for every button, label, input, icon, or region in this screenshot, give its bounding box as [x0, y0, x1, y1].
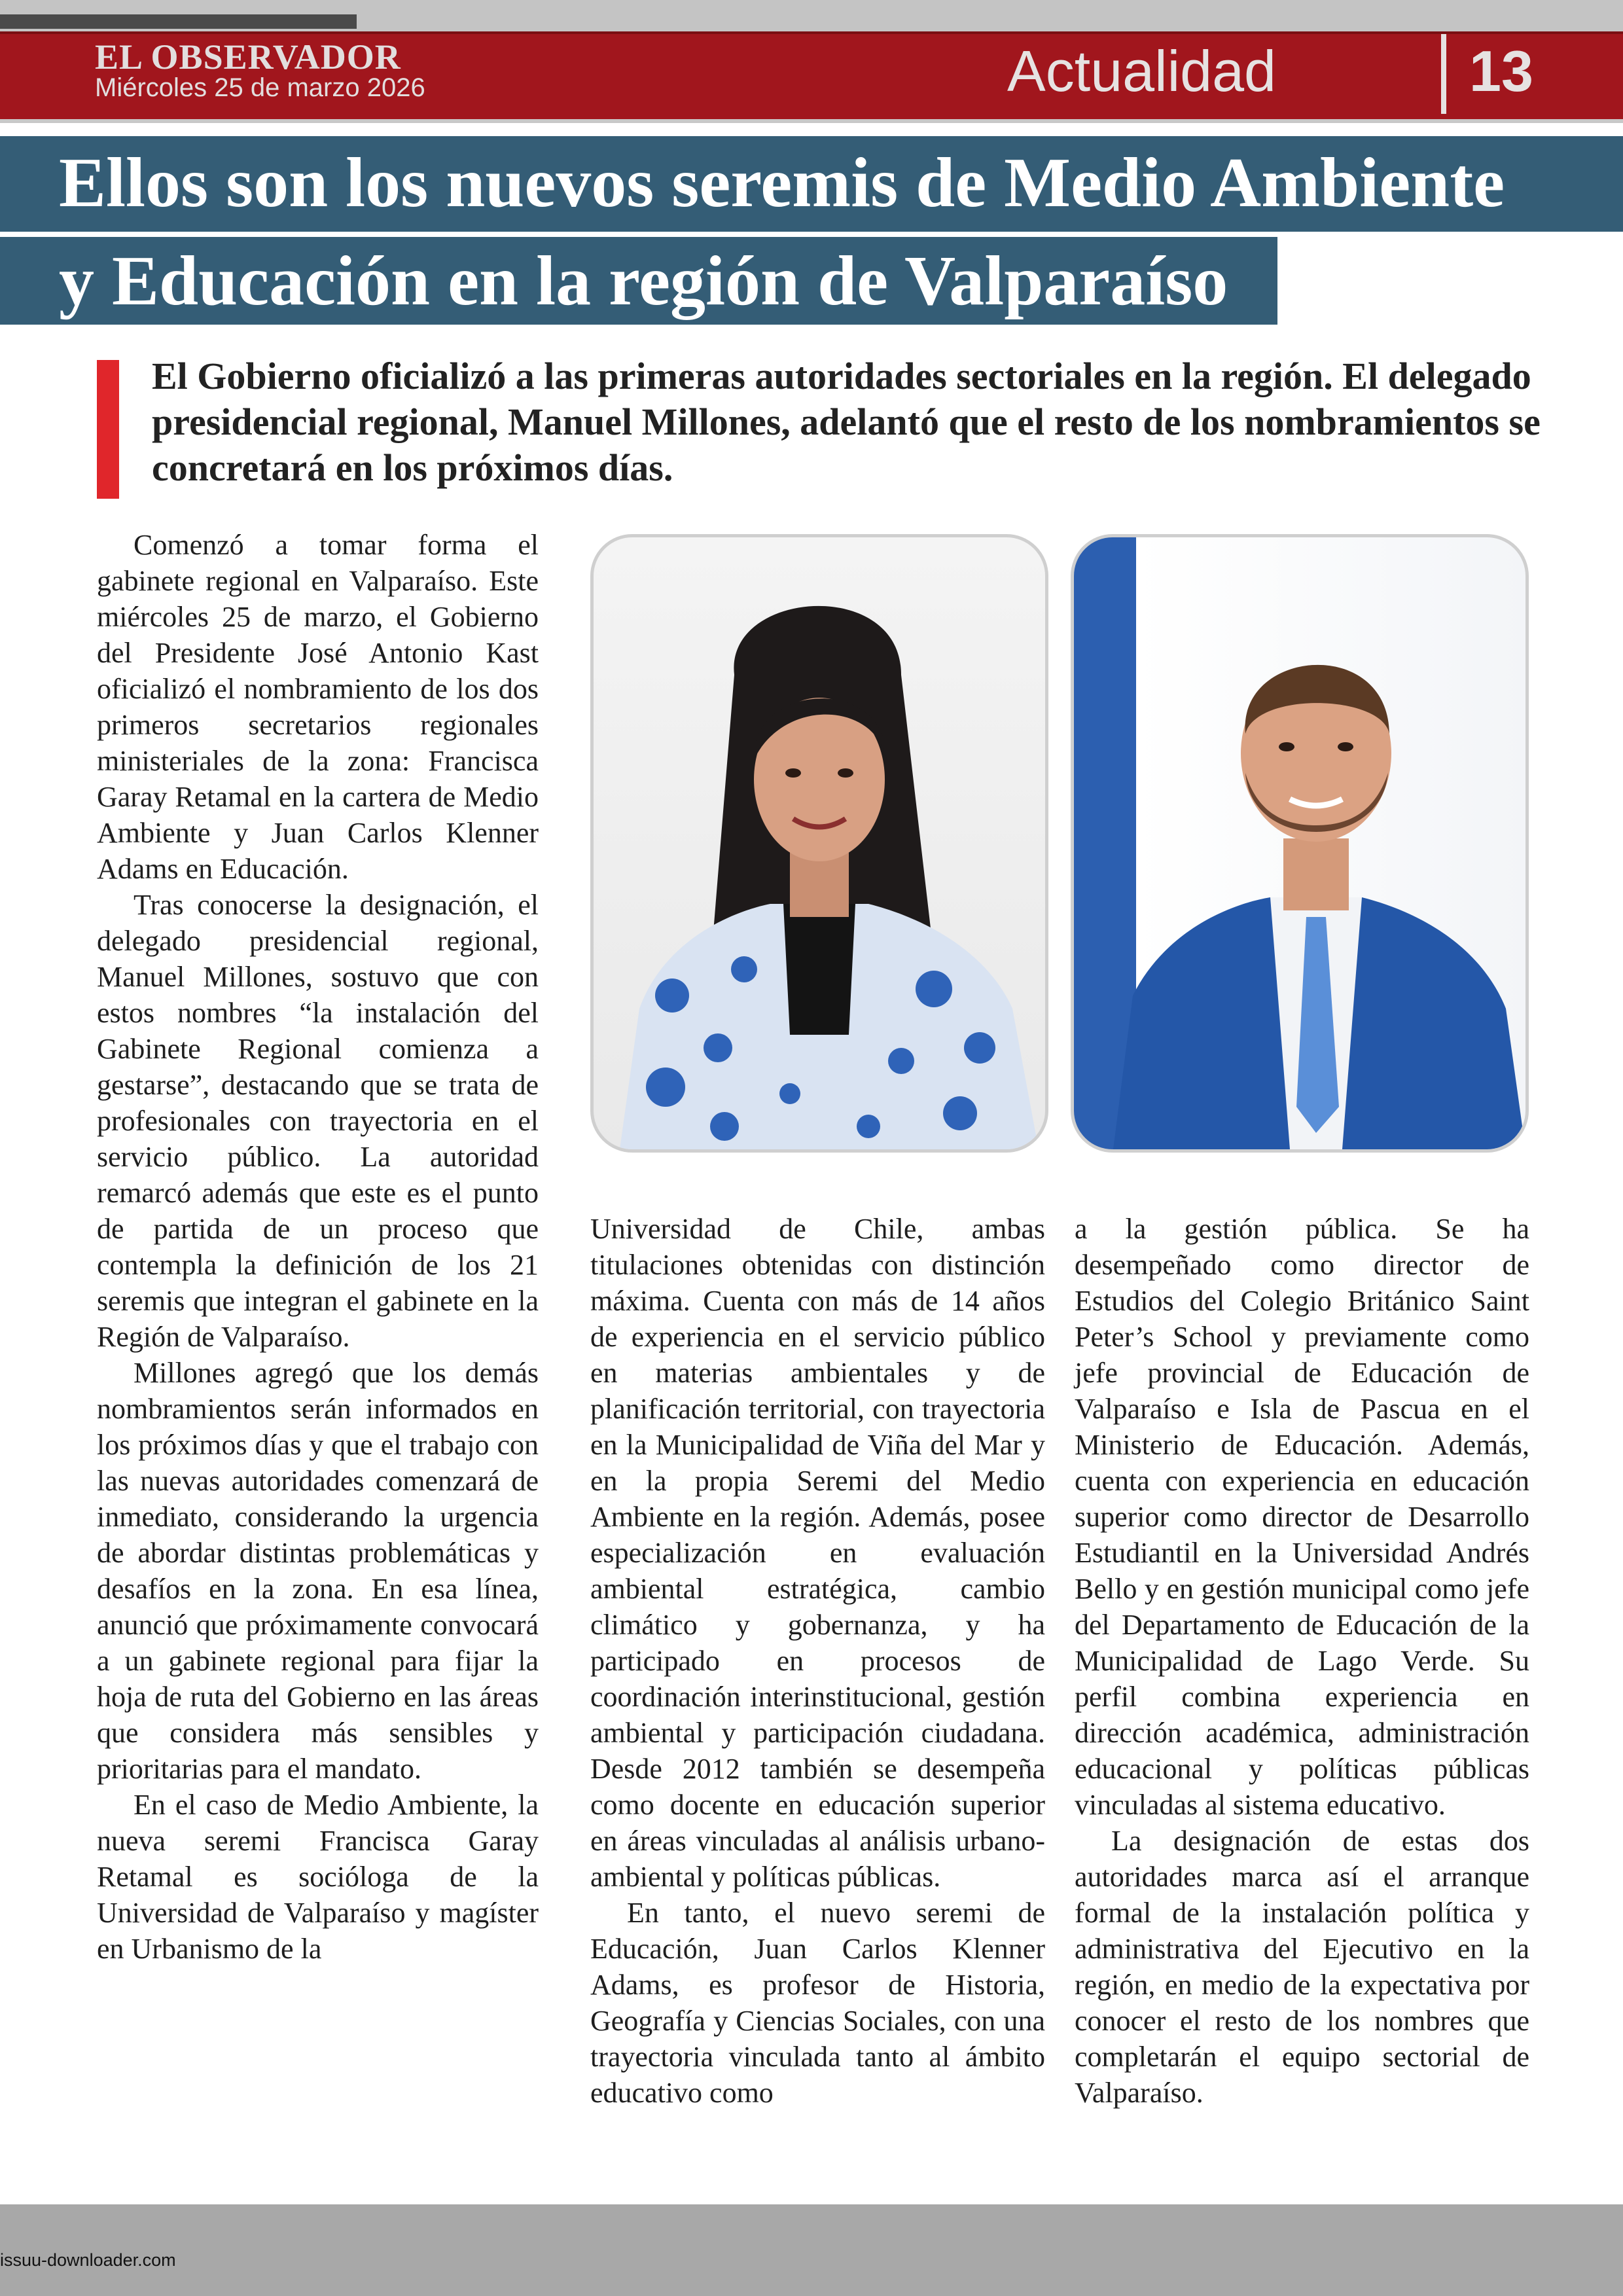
newspaper-name: EL OBSERVADOR [95, 37, 401, 77]
article-column-3 [1075, 1211, 1529, 2111]
page-number: 13 [1469, 39, 1533, 103]
paragraph: En tanto, el nuevo seremi de Educación, Juan Carlos Klenner Adams, es profesor de Historia, Geografía y Ciencias Sociales, con una trayectoria vinculada tanto al ámbito educativo como [590, 1897, 1045, 2109]
masthead-divider [1441, 34, 1446, 114]
lead-accent-bar [97, 360, 119, 499]
photo-francisca-garay [590, 534, 1048, 1153]
photo-juan-carlos-klenner [1071, 534, 1529, 1153]
paragraph: Comenzó a tomar forma el gabinete regional en Valparaíso. Este miércoles 25 de marzo, el Gobierno del Presidente José Antonio Kast oficializó el nombramiento de los dos primeros secretarios regionales ministeriales de la zona: Francisca Garay Retamal en la cartera de Medio Ambiente y Juan Carlos Klenner Adams en Educación. [97, 529, 539, 885]
article-column-2 [590, 1211, 1045, 2111]
section-label: Actualidad [1007, 39, 1276, 103]
top-dark-strip [0, 14, 357, 29]
portrait-man-illustration [1074, 537, 1525, 1149]
article-lead: El Gobierno oficializó a las primeras autoridades sectoriales en la región. El delegado presidencial regional, Manuel Millones, adelantó que el resto de los nombramientos se concretará en los próximos días. [152, 355, 1541, 489]
issue-date: Miércoles 25 de marzo 2026 [95, 73, 425, 102]
footer-band [0, 2204, 1623, 2296]
headline-line-2: y Educación en la región de Valparaíso [0, 237, 1277, 325]
headline-line-1: Ellos son los nuevos seremis de Medio Ambiente [0, 136, 1623, 232]
paragraph: Millones agregó que los demás nombramientos serán informados en los próximos días y que el trabajo con las nuevas autoridades comenzará de inmediato, considerando la urgencia de abordar distintas problemáticas y desafíos en la zona. En esa línea, anunció que próximamente convocará a un gabinete regional para fijar la hoja de ruta del Gobierno en las áreas que considera más sensibles y prioritarias para el mandato. [97, 1357, 539, 1785]
watermark-text: issuu-downloader.com [0, 2250, 176, 2270]
paragraph: En el caso de Medio Ambiente, la nueva seremi Francisca Garay Retamal es socióloga de la Universidad de Valparaíso y magíster en Urbanismo de la [97, 1789, 539, 1965]
paragraph: Universidad de Chile, ambas titulaciones obtenidas con distinción máxima. Cuenta con más de 14 años de experiencia en el servicio público en materias ambientales y de planificación territorial, con trayectoria en la Municipalidad de Viña del Mar y en la propia Seremi del Medio Ambiente en la región. Además, posee especialización en evaluación ambiental estratégica, cambio climático y gobernanza, y ha participado en procesos de coordinación interinstitucional, gestión ambiental y participación ciudadana. Desde 2012 también se desempeña como docente en educación superior en áreas vinculadas al análisis urbano-ambiental y políticas públicas. [590, 1213, 1045, 1893]
paragraph: a la gestión pública. Se ha desempeñado como director de Estudios del Colegio Británico Saint Peter’s School y previamente como jefe provincial de Educación de Valparaíso e Isla de Pascua en el Ministerio de Educación. Además, cuenta con experiencia en educación superior como director de Desarrollo Estudiantil en la Universidad Andrés Bello y en gestión municipal como jefe del Departamento de Educación de la Municipalidad de Lago Verde. Su perfil combina experiencia en dirección académica, administración educacional y políticas públicas vinculadas al sistema educativo. [1075, 1213, 1529, 1821]
portrait-woman-illustration [594, 537, 1045, 1149]
paragraph: La designación de estas dos autoridades marca así el arranque formal de la instalación política y administrativa del Ejecutivo en la región, en medio de la expectativa por conocer el resto de los nombres que completarán el equipo sectorial de Valparaíso. [1075, 1825, 1529, 2109]
article-column-1 [97, 527, 539, 1967]
paragraph: Tras conocerse la designación, el delegado presidencial regional, Manuel Millones, sostuvo que con estos nombres “la instalación del Gabinete Regional comienza a gestarse”, destacando que se trata de profesionales con trayectoria en el servicio público. La autoridad remarcó además que este es el punto de partida de un proceso que contempla la definición de los 21 seremis que integran el gabinete en la Región de Valparaíso. [97, 889, 539, 1353]
